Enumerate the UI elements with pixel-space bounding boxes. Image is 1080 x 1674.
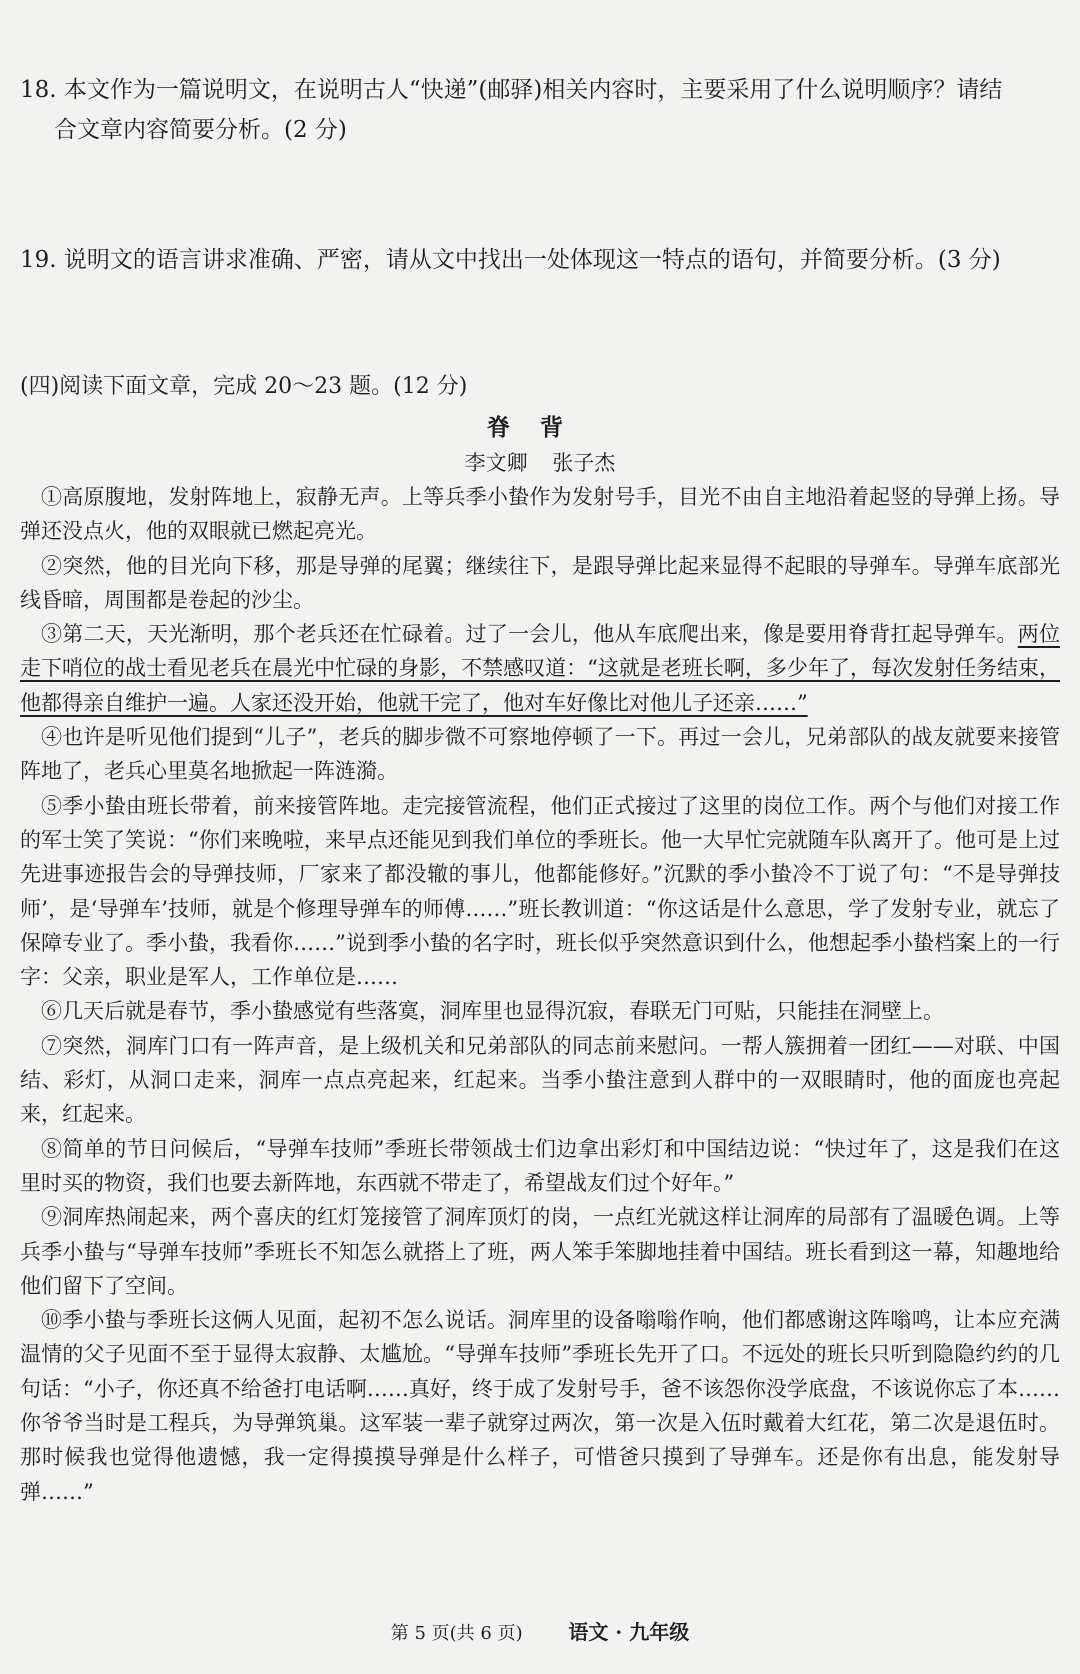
paragraph-5: ⑤季小蛰由班长带着，前来接管阵地。走完接管流程，他们正式接过了这里的岗位工作。两个与他们对接工作的军士笑了笑说：“你们来晚啦，来早点还能见到我们单位的季班长。他一大早忙完就随车队离开了。他可是上过先进事迹报告会的导弹技师，厂家来了都没辙的事儿，他都能修好。”沉默的季小蛰冷不丁说了句：“不是导弹技师’，是‘导弹车’技师，就是个修理导弹车的师傅……”班长教训道：“你这话是什么意思，学了发射专业，就忘了保障专业了。季小蛰，我看你……”说到季小蛰的名字时，班长似乎突然意识到什么，他想起季小蛰档案上的一行字：父亲，职业是军人，工作单位是…… [20,793,1060,990]
paragraph-9: ⑨洞库热闹起来，两个喜庆的红灯笼接管了洞库顶灯的岗，一点红光就这样让洞库的局部有了温暖色调。上等兵季小蛰与“导弹车技师”季班长不知怎么就搭上了班，两人笨手笨脚地挂着中国结。班长看到这一幕，知趣地给他们留下了空间。 [20,1205,1060,1298]
subject-label: 语文 · 九年级 [568,1620,690,1644]
section-heading: (四)阅读下面文章，完成 20～23 题。(12 分) [20,374,468,399]
paragraph-3 [20,617,1060,720]
paragraph-3-start: ③第二天，天光渐明，那个老兵还在忙碌着。过了一会儿，他从车底爬出来，像是要用脊背扛起导弹车。 [41,622,1018,647]
question-18-line-2: 合文章内容简要分析。(2 分) [54,117,347,143]
question-18 [20,70,1060,150]
article-title: 脊背 [487,414,593,441]
paragraph-3-underlined: 两位走下哨位的战士看见老兵在晨光中忙碌的身影，不禁感叹道：“这就是老班长啊，多少年了，每次发射任务结束，他都得亲自维护一遍。人家还没开始，他就干完了，他对车好像比对他儿子还亲……” [20,622,1060,715]
paragraph-8: ⑧简单的节日问候后，“导弹车技师”季班长带领战士们边拿出彩灯和中国结边说：“快过年了，这是我们在这里时买的物资，我们也要去新阵地，东西就不带走了，希望战友们过个好年。” [20,1136,1060,1195]
paragraph-7: ⑦突然，洞库门口有一阵声音，是上级机关和兄弟部队的同志前来慰问。一帮人簇拥着一团红——对联、中国结、彩灯，从洞口走来，洞库一点点亮起来，红起来。当季小蛰注意到人群中的一双眼睛时，他的面庞也亮起来，红起来。 [20,1033,1060,1127]
question-19-text: 19. 说明文的语言讲求准确、严密，请从文中找出一处体现这一特点的语句，并简要分析。(3 分) [20,247,1001,273]
question-18-line-1: 18. 本文作为一篇说明文，在说明古人“快递”(邮驿)相关内容时，主要采用了什么说明顺序？请结 [20,77,1003,103]
paragraph-1: ①高原腹地，发射阵地上，寂静无声。上等兵季小蛰作为发射号手，目光不由自主地沿着起竖的导弹上扬。导弹还没点火，他的双眼就已燃起亮光。 [20,485,1060,544]
paragraph-10: ⑩季小蛰与季班长这俩人见面，起初不怎么说话。洞库里的设备嗡嗡作响，他们都感谢这阵嗡鸣，让本应充满温情的父子见面不至于显得太寂静、太尴尬。“导弹车技师”季班长先开了口。不远处的班长只听到隐隐约约的几句话：“小子，你还真不给爸打电话啊……真好，终于成了发射号手，爸不该怨你没学底盘，不该说你忘了本……你爷爷当时是工程兵，为导弹筑巢。这军装一辈子就穿过两次，第一次是入伍时戴着大红花，第二次是退伍时。那时候我也觉得他遗憾，我一定得摸摸导弹是什么样子，可惜爸只摸到了导弹车。还是你有出息，能发射导弹……” [20,1308,1060,1504]
page-footer [0,1617,1080,1649]
page-number: 第 5 页(共 6 页) [390,1623,523,1644]
paragraph-4: ④也许是听见他们提到“儿子”，老兵的脚步微不可察地停顿了一下。再过一会儿，兄弟部队的战友就要来接管阵地了，老兵心里莫名地掀起一阵涟漪。 [20,725,1060,784]
article-authors: 李文卿 张子杰 [464,451,616,475]
article-body [20,480,1060,1509]
paragraph-6: ⑥几天后就是春节，季小蛰感觉有些落寞，洞库里也显得沉寂，春联无门可贴，只能挂在洞壁上。 [41,999,944,1024]
paragraph-2: ②突然，他的目光向下移，那是导弹的尾翼；继续往下，是跟导弹比起来显得不起眼的导弹车。导弹车底部光线昏暗，周围都是卷起的沙尘。 [20,553,1060,612]
question-19 [20,240,1060,280]
